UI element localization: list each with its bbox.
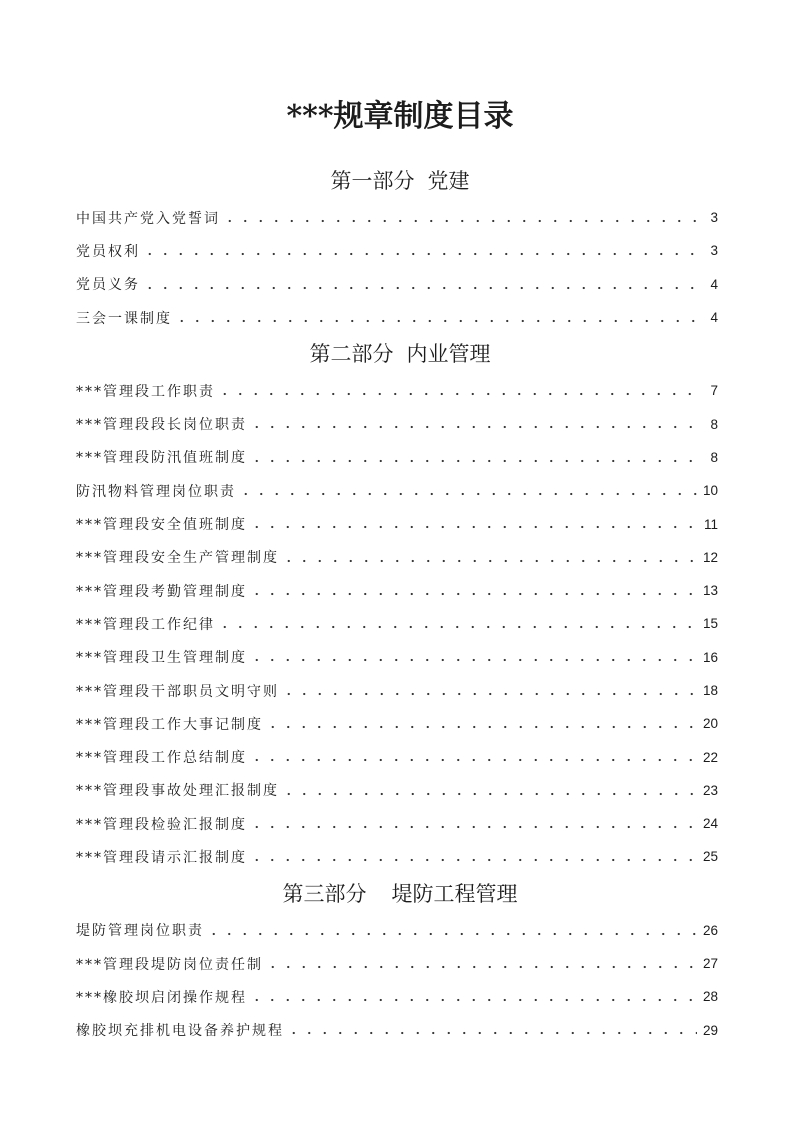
toc-entry-title: ***管理段工作总结制度	[76, 750, 247, 767]
toc-entry-page: 24	[702, 816, 718, 832]
toc-entry-title: 三会一课制度	[76, 310, 172, 327]
dot-leader	[249, 574, 697, 607]
toc-entry[interactable]	[76, 641, 718, 674]
dot-leader	[206, 914, 697, 947]
dot-leader	[249, 441, 704, 474]
toc-entry[interactable]	[76, 441, 718, 474]
toc-entry-page: 8	[710, 449, 718, 465]
toc-entry[interactable]	[76, 1014, 718, 1047]
toc-entry-page: 20	[702, 716, 718, 732]
section-heading	[0, 334, 800, 374]
toc-entry-title: ***管理段安全生产管理制度	[76, 550, 279, 567]
toc-entry[interactable]	[76, 507, 718, 540]
dot-leader	[265, 707, 697, 740]
toc-entry-page: 4	[710, 310, 718, 326]
toc-entry[interactable]	[76, 234, 718, 267]
toc-entry[interactable]	[76, 607, 718, 640]
toc-entry[interactable]	[76, 541, 718, 574]
dot-leader	[217, 374, 704, 407]
toc-entry[interactable]	[76, 374, 718, 407]
toc-entry[interactable]	[76, 674, 718, 707]
toc-entry-title: 党员义务	[76, 277, 140, 294]
toc-entry-title: 防汛物料管理岗位职责	[76, 483, 236, 500]
dot-leader	[265, 947, 697, 980]
toc-entry-title: ***管理段考勤管理制度	[76, 583, 247, 600]
toc-entry-page: 3	[710, 243, 718, 259]
toc-entry[interactable]	[76, 268, 718, 301]
toc-entry-title: ***管理段事故处理汇报制度	[76, 783, 279, 800]
toc-entry-page: 29	[702, 1022, 718, 1038]
dot-leader	[249, 407, 704, 440]
dot-leader	[217, 607, 697, 640]
toc-entry-page: 10	[702, 483, 718, 499]
dot-leader	[142, 268, 704, 301]
toc-entry-page: 27	[702, 956, 718, 972]
toc-entry-page: 7	[710, 383, 718, 399]
dot-leader	[249, 740, 697, 773]
dot-leader	[142, 234, 704, 267]
toc-entry-page: 18	[702, 683, 718, 698]
toc-entry[interactable]	[76, 914, 718, 947]
toc-entry-title: ***橡胶坝启闭操作规程	[76, 989, 247, 1006]
dot-leader	[249, 507, 698, 540]
toc-entry[interactable]	[76, 574, 718, 607]
toc-entry[interactable]	[76, 474, 718, 507]
section-name: 党建	[427, 169, 470, 193]
section-heading	[0, 161, 800, 201]
toc-entry[interactable]	[76, 840, 718, 873]
toc-entry-title: ***管理段检验汇报制度	[76, 816, 247, 833]
dot-leader	[222, 201, 704, 234]
toc-entry[interactable]	[76, 301, 718, 334]
dot-leader	[281, 541, 697, 574]
dot-leader	[249, 980, 697, 1013]
toc-entry-page: 13	[702, 583, 718, 599]
toc-entry-title: ***管理段请示汇报制度	[76, 849, 247, 866]
toc-entry-page: 3	[710, 210, 718, 226]
toc-entry-title: 橡胶坝充排机电设备养护规程	[76, 1023, 284, 1040]
toc-entry-page: 16	[702, 649, 718, 665]
toc-entry-page: 8	[710, 416, 718, 432]
toc-entry-title: ***管理段工作纪律	[76, 616, 215, 633]
table-of-contents	[0, 142, 800, 1047]
toc-entry-title: ***管理段段长岗位职责	[76, 417, 247, 434]
toc-entry[interactable]	[76, 407, 718, 440]
section-number: 第一部分	[330, 169, 415, 193]
section-name: 堤防工程管理	[391, 881, 518, 906]
toc-entry-page: 12	[702, 549, 718, 565]
toc-entry-title: ***管理段防汛值班制度	[76, 450, 247, 467]
toc-entry-page: 22	[702, 749, 718, 765]
toc-entry-title: 堤防管理岗位职责	[76, 923, 204, 940]
toc-entry[interactable]	[76, 807, 718, 840]
toc-entry-page: 23	[702, 782, 718, 798]
toc-entry-title: ***管理段工作职责	[76, 383, 215, 400]
toc-entry[interactable]	[76, 980, 718, 1013]
toc-entry-page: 26	[702, 922, 718, 938]
document-title: ***规章制度目录	[286, 99, 514, 134]
dot-leader	[238, 474, 697, 507]
toc-entry-page: 15	[702, 616, 718, 632]
toc-entry[interactable]	[76, 740, 718, 773]
toc-entry[interactable]	[76, 707, 718, 740]
dot-leader	[281, 774, 697, 807]
toc-entry-title: ***管理段卫生管理制度	[76, 650, 247, 667]
toc-entry-title: ***管理段工作大事记制度	[76, 716, 263, 733]
section-heading	[0, 874, 800, 914]
dot-leader	[249, 807, 697, 840]
toc-entry-page: 25	[702, 849, 718, 865]
toc-entry-title: ***管理段安全值班制度	[76, 517, 247, 534]
dot-leader	[249, 641, 697, 674]
section-name: 内业管理	[406, 342, 491, 367]
toc-entry-page: 11	[703, 516, 718, 532]
dot-leader	[174, 301, 704, 334]
dot-leader	[281, 674, 697, 707]
section-number: 第三部分	[282, 881, 367, 906]
toc-entry[interactable]	[76, 201, 718, 234]
toc-entry-title: ***管理段干部职员文明守则	[76, 683, 279, 700]
toc-entry[interactable]	[76, 774, 718, 807]
toc-entry[interactable]	[76, 947, 718, 980]
dot-leader	[249, 840, 697, 873]
dot-leader	[286, 1014, 697, 1047]
toc-entry-title: ***管理段堤防岗位责任制	[76, 956, 263, 973]
toc-entry-page: 4	[710, 276, 718, 292]
section-number: 第二部分	[309, 342, 394, 367]
toc-entry-title: 党员权利	[76, 243, 140, 260]
toc-entry-title: 中国共产党入党誓词	[76, 210, 220, 227]
toc-entry-page: 28	[702, 989, 718, 1005]
